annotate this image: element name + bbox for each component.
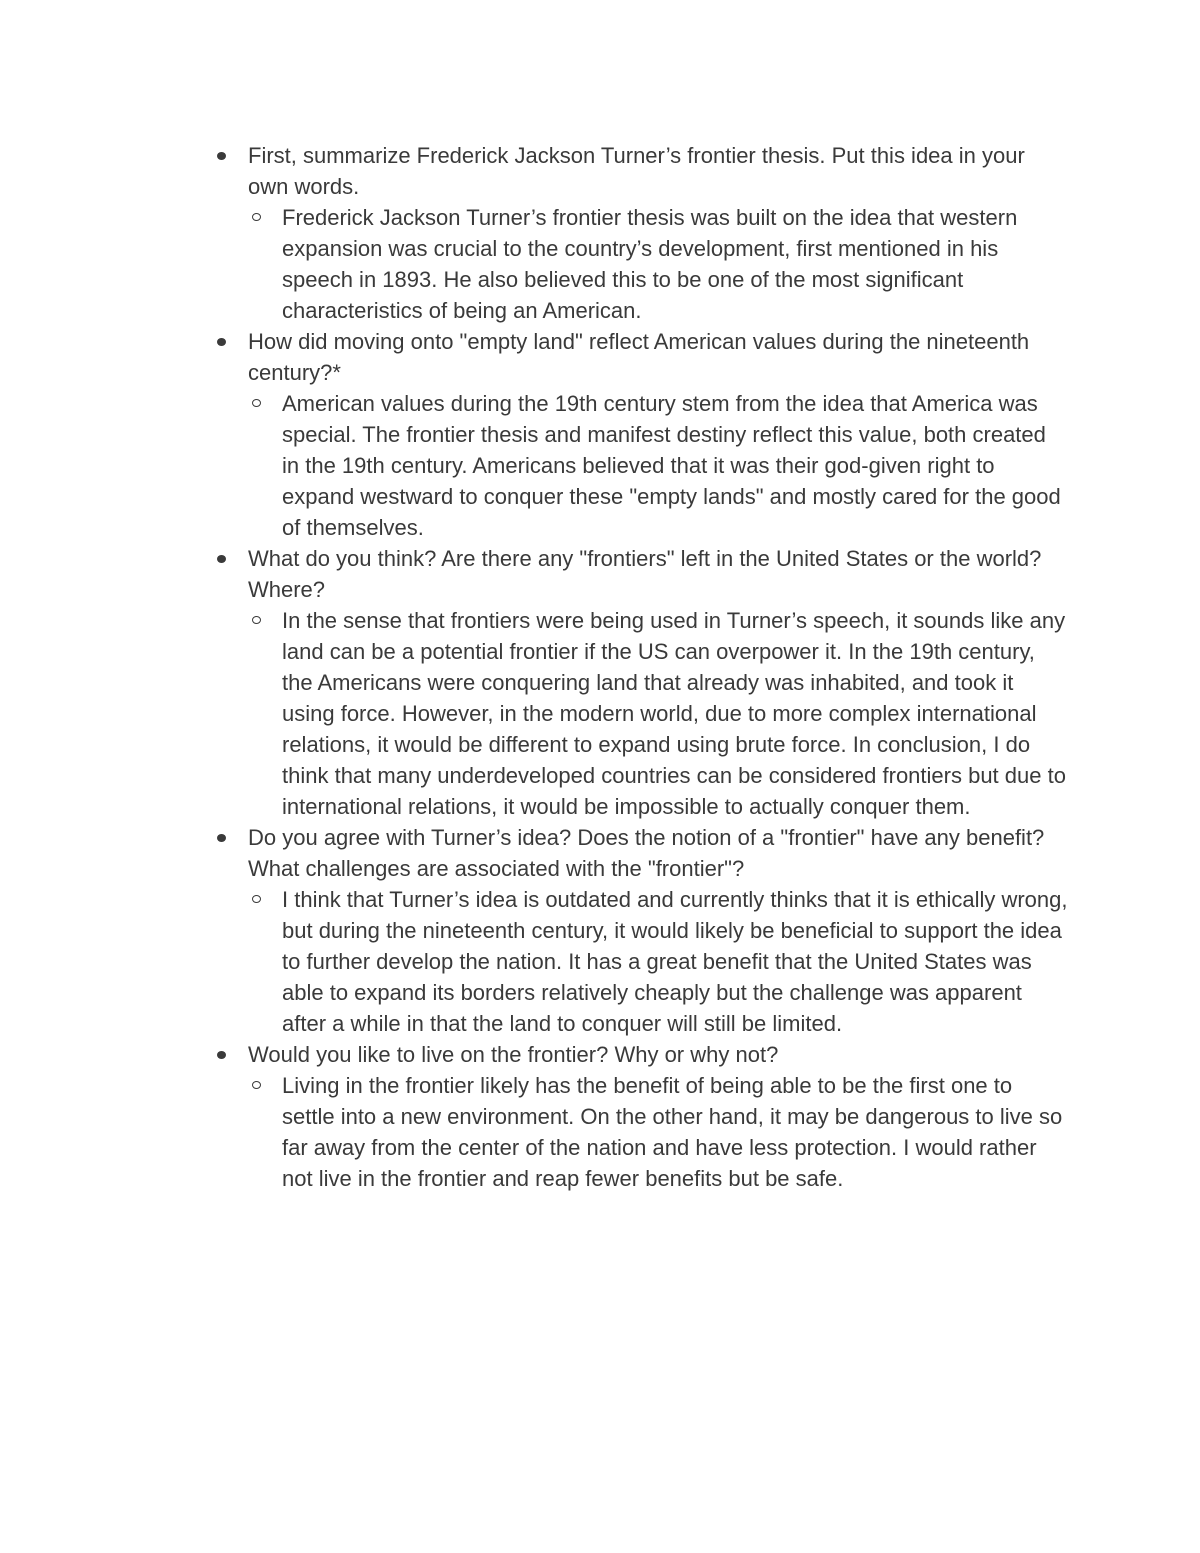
answer-item: [282, 388, 1068, 543]
answer-text: I think that Turner’s idea is outdated and currently thinks that it is ethically wrong, but during the nineteenth century, it would likely be beneficial to support the idea to further develop the nation. It has a great benefit that the United States was able to expand its borders relatively cheaply but the challenge was apparent after a while in that the land to conquer will still be limited.: [282, 887, 1068, 1036]
question-item: [248, 543, 1068, 822]
question-item: [248, 140, 1068, 326]
answer-list: [248, 884, 1068, 1039]
question-text: Do you agree with Turner’s idea? Does the notion of a "frontier" have any benefit? What challenges are associated with the "frontier"?: [248, 825, 1045, 881]
hollow-bullet-icon: [252, 1081, 261, 1089]
filled-bullet-icon: [217, 834, 226, 842]
question-text: Would you like to live on the frontier? Why or why not?: [248, 1042, 779, 1067]
filled-bullet-icon: [217, 1051, 226, 1059]
answer-list: [248, 388, 1068, 543]
answer-text: In the sense that frontiers were being used in Turner’s speech, it sounds like any land can be a potential frontier if the US can overpower it. In the 19th century, the Americans were conquering land that already was inhabited, and took it using force. However, in the modern world, due to more complex international relations, it would be different to expand using brute force. In conclusion, I do think that many underdeveloped countries can be considered frontiers but due to international relations, it would be impossible to actually conquer them.: [282, 608, 1066, 819]
answer-text: American values during the 19th century stem from the idea that America was special. The frontier thesis and manifest destiny reflect this value, both created in the 19th century. Americans believed that it was their god-given right to expand westward to conquer these "empty lands" and mostly cared for the good of themselves.: [282, 391, 1061, 540]
hollow-bullet-icon: [252, 213, 261, 221]
answer-text: Frederick Jackson Turner’s frontier thesis was built on the idea that western expansion was crucial to the country’s development, first mentioned in his speech in 1893. He also believed this to be one of the most significant characteristics of being an American.: [282, 205, 1018, 323]
question-item: [248, 1039, 1068, 1194]
answer-list: [248, 1070, 1068, 1194]
answer-list: [248, 202, 1068, 326]
filled-bullet-icon: [217, 555, 226, 563]
question-item: [248, 326, 1068, 543]
answer-text: Living in the frontier likely has the benefit of being able to be the first one to settle into a new environment. On the other hand, it may be dangerous to live so far away from the center of the nation and have less protection. I would rather not live in the frontier and reap fewer benefits but be safe.: [282, 1073, 1063, 1191]
question-text: First, summarize Frederick Jackson Turner’s frontier thesis. Put this idea in your own words.: [248, 143, 1025, 199]
answer-list: [248, 605, 1068, 822]
filled-bullet-icon: [217, 152, 226, 160]
filled-bullet-icon: [217, 338, 226, 346]
answer-item: [282, 202, 1068, 326]
hollow-bullet-icon: [252, 399, 261, 407]
answer-item: [282, 1070, 1068, 1194]
question-text: How did moving onto "empty land" reflect American values during the nineteenth century?*: [248, 329, 1030, 385]
hollow-bullet-icon: [252, 895, 261, 903]
hollow-bullet-icon: [252, 616, 261, 624]
answer-item: [282, 884, 1068, 1039]
question-text: What do you think? Are there any "frontiers" left in the United States or the world? Where?: [248, 546, 1042, 602]
question-list: [0, 140, 1068, 1194]
answer-item: [282, 605, 1068, 822]
question-item: [248, 822, 1068, 1039]
